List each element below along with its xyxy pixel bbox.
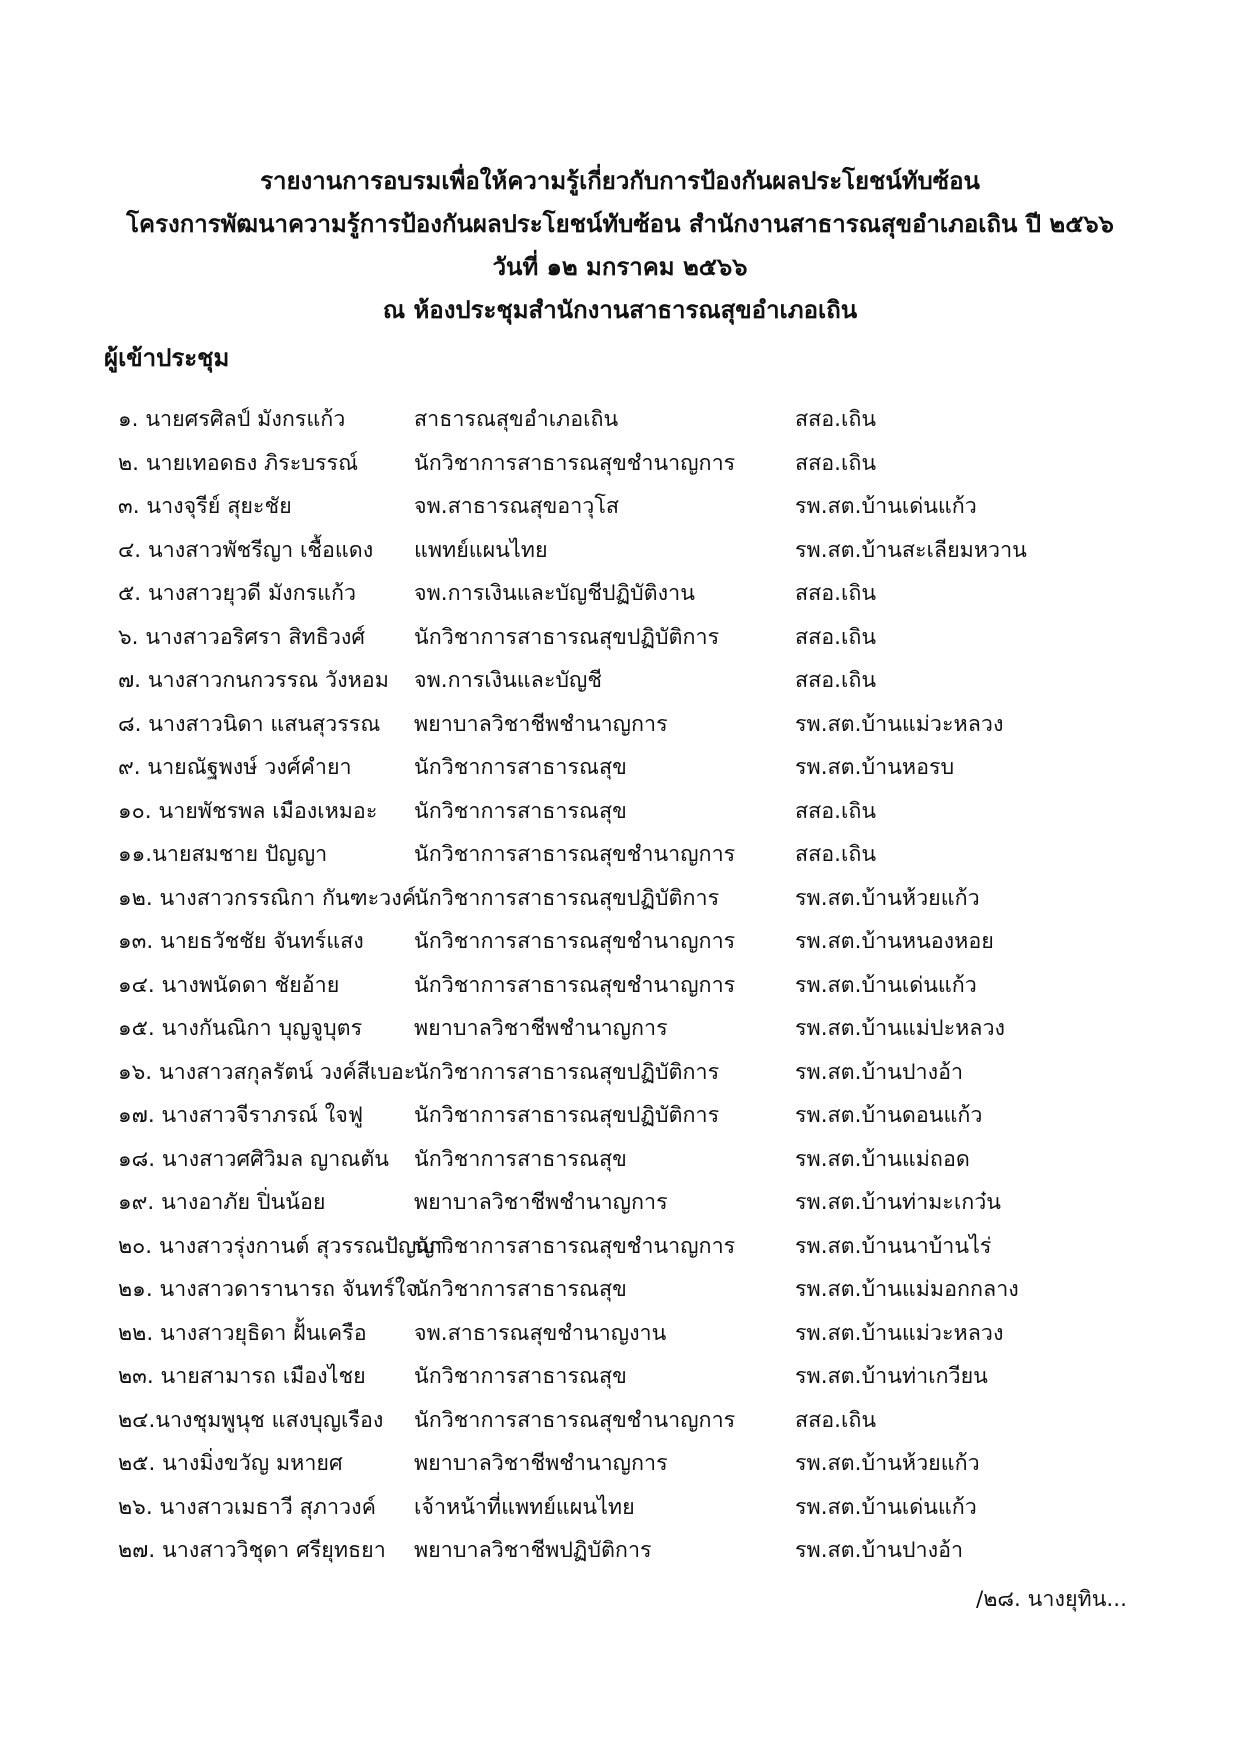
participant-name: ๔. นางสาวพัชรีญา เชื้อแดง: [118, 537, 374, 563]
participant-organization: รพ.สต.บ้านหอรบ: [795, 755, 955, 780]
participant-organization: รพ.สต.บ้านท่าเกวียน: [795, 1364, 988, 1389]
participant-name: ๑๗. นางสาวจีราภรณ์ ใจฟู: [118, 1103, 364, 1128]
participant-row: [0, 1312, 1240, 1356]
continuation-note: /๒๘. นางยุทิน...: [976, 1587, 1127, 1612]
participant-row: [0, 833, 1240, 877]
participant-name: ๗. นางสาวกนกวรรณ วังหอม: [118, 668, 389, 693]
participant-name: ๕. นางสาวยุวดี มังกรแก้ว: [118, 581, 357, 606]
participant-name: ๖. นางสาวอริศรา สิทธิวงศ์: [118, 624, 366, 650]
participant-organization: สสอ.เถิน: [795, 668, 877, 693]
participant-position: นักวิชาการสาธารณสุขชำนาญการ: [414, 929, 736, 954]
participant-name: ๑. นายศรศิลป์ มังกรแก้ว: [118, 407, 346, 432]
participant-row: [0, 964, 1240, 1008]
participant-position: นักวิชาการสาธารณสุขชำนาญการ: [414, 450, 736, 476]
participant-position: พยาบาลวิชาชีพชำนาญการ: [414, 1190, 668, 1215]
participant-name: ๑๔. นางพนัดดา ชัยอ้าย: [118, 972, 340, 998]
participant-name: ๒๖. นางสาวเมธาวี สุภาวงค์: [118, 1494, 376, 1520]
participant-row: [0, 485, 1240, 529]
participant-name: ๒๔.นางชุมพูนุช แสงบุญเรือง: [118, 1407, 384, 1433]
section-title-attendees: ผู้เข้าประชุม: [104, 344, 230, 372]
participant-position: จพ.การเงินและบัญชี: [414, 668, 602, 693]
participant-name: ๓. นางจุรีย์ สุยะชัย: [118, 494, 292, 519]
participant-organization: สสอ.เถิน: [795, 407, 877, 432]
participant-row: [0, 790, 1240, 834]
participant-row: [0, 1442, 1240, 1486]
participant-position: นักวิชาการสาธารณสุข: [414, 798, 627, 824]
participant-name: ๒๑. นางสาวดารานารถ จันทร์ใจ: [118, 1277, 418, 1302]
participant-row: [0, 659, 1240, 703]
participant-organization: รพ.สต.บ้านปางอ้า: [795, 1059, 964, 1085]
participant-position: จพ.การเงินและบัญชีปฏิบัติงาน: [414, 581, 695, 606]
participant-position: จพ.สาธารณสุขอาวุโส: [414, 494, 620, 519]
participant-row: [0, 1529, 1240, 1573]
participant-organization: รพ.สต.บ้านดอนแก้ว: [795, 1103, 983, 1128]
participant-organization: สสอ.เถิน: [795, 798, 877, 824]
header-date: วันที่ ๑๒ มกราคม ๒๕๖๖: [492, 253, 748, 281]
participant-position: นักวิชาการสาธารณสุข: [414, 1364, 627, 1389]
participant-organization: สสอ.เถิน: [795, 1407, 877, 1433]
participant-name: ๒๒. นางสาวยุธิดา ฝั้นเครือ: [118, 1320, 367, 1346]
participant-organization: รพ.สต.บ้านสะเลียมหวาน: [795, 537, 1027, 563]
participant-position: สาธารณสุขอำเภอเถิน: [414, 407, 619, 432]
participant-name: ๙. นายณัฐพงษ์ วงศ์คำยา: [118, 755, 352, 780]
participant-name: ๒๓. นายสามารถ เมืองไชย: [118, 1364, 366, 1389]
participant-organization: สสอ.เถิน: [795, 450, 877, 476]
participant-row: [0, 703, 1240, 747]
participant-row: [0, 1094, 1240, 1138]
participant-name: ๒๕. นางมิ่งขวัญ มหายศ: [118, 1451, 343, 1476]
participant-organization: รพ.สต.บ้านท่ามะเกว๋น: [795, 1190, 1001, 1215]
participant-organization: รพ.สต.บ้านห้วยแก้ว: [795, 885, 980, 911]
participant-name: ๒๗. นางสาววิชุดา ศรียุทธยา: [118, 1538, 386, 1563]
participant-name: ๑๓. นายธวัชชัย จันทร์แสง: [118, 929, 364, 954]
participant-organization: รพ.สต.บ้านแม่วะหลวง: [795, 711, 1004, 737]
participant-position: นักวิชาการสาธารณสุขปฏิบัติการ: [414, 1103, 720, 1128]
participant-row: [0, 1486, 1240, 1530]
participant-position: พยาบาลวิชาชีพชำนาญการ: [414, 1451, 668, 1476]
participant-name: ๒๐. นางสาวรุ่งกานต์ สุวรรณปัญญา: [118, 1233, 447, 1259]
participant-name: ๑๖. นางสาวสกุลรัตน์ วงค์สีเบอะ: [118, 1059, 416, 1085]
participant-position: นักวิชาการสาธารณสุขชำนาญการ: [414, 972, 736, 998]
participant-name: ๑๑.นายสมชาย ปัญญา: [118, 842, 328, 867]
participant-name: ๒. นายเทอดธง ภิระบรรณ์: [118, 450, 359, 476]
participant-position: นักวิชาการสาธารณสุขปฏิบัติการ: [414, 624, 720, 650]
participant-position: เจ้าหน้าที่แพทย์แผนไทย: [414, 1494, 635, 1520]
participant-row: [0, 1007, 1240, 1051]
participant-name: ๑๒. นางสาวกรรณิกา กันฑะวงค์: [118, 885, 417, 911]
participant-name: ๑๙. นางอาภัย ปิ่นน้อย: [118, 1190, 326, 1215]
participant-organization: รพ.สต.บ้านห้วยแก้ว: [795, 1451, 980, 1476]
participant-organization: รพ.สต.บ้านเด่นแก้ว: [795, 972, 977, 998]
participant-position: นักวิชาการสาธารณสุข: [414, 1146, 627, 1172]
participant-name: ๘. นางสาวนิดา แสนสุวรรณ: [118, 711, 381, 737]
participant-name: ๑๕. นางกันณิกา บุญจูบุตร: [118, 1016, 363, 1041]
participant-position: พยาบาลวิชาชีพปฏิบัติการ: [414, 1538, 652, 1563]
participant-row: [0, 1051, 1240, 1095]
participant-row: [0, 920, 1240, 964]
participant-row: [0, 877, 1240, 921]
participant-position: จพ.สาธารณสุขชำนาญงาน: [414, 1320, 667, 1346]
participant-row: [0, 616, 1240, 660]
participant-name: ๑๘. นางสาวศศิวิมล ญาณตัน: [118, 1146, 389, 1172]
participant-organization: สสอ.เถิน: [795, 624, 877, 650]
participant-row: [0, 442, 1240, 486]
participant-organization: รพ.สต.บ้านนาบ้านไร่: [795, 1233, 992, 1259]
participant-row: [0, 529, 1240, 573]
participant-row: [0, 1138, 1240, 1182]
participant-organization: รพ.สต.บ้านเด่นแก้ว: [795, 1494, 977, 1520]
participant-position: นักวิชาการสาธารณสุขปฏิบัติการ: [414, 885, 720, 911]
participant-name: ๑๐. นายพัชรพล เมืองเหมอะ: [118, 798, 378, 824]
participant-row: [0, 746, 1240, 790]
document-header: [0, 160, 1240, 332]
participant-row: [0, 1355, 1240, 1399]
participant-organization: รพ.สต.บ้านแม่มอกกลาง: [795, 1277, 1019, 1302]
participant-organization: สสอ.เถิน: [795, 842, 877, 867]
participant-organization: สสอ.เถิน: [795, 581, 877, 606]
participant-row: [0, 1268, 1240, 1312]
participant-organization: รพ.สต.บ้านหนองหอย: [795, 929, 994, 954]
participant-row: [0, 1399, 1240, 1443]
participant-position: นักวิชาการสาธารณสุข: [414, 755, 627, 780]
participant-organization: รพ.สต.บ้านปางอ้า: [795, 1538, 964, 1563]
participant-position: นักวิชาการสาธารณสุข: [414, 1277, 627, 1302]
participant-position: พยาบาลวิชาชีพชำนาญการ: [414, 711, 668, 737]
participant-position: นักวิชาการสาธารณสุขชำนาญการ: [414, 842, 736, 867]
header-title: รายงานการอบรมเพื่อให้ความรู้เกี่ยวกับการป้องกันผลประโยชน์ทับซ้อน: [260, 167, 980, 195]
participant-position: นักวิชาการสาธารณสุขชำนาญการ: [414, 1407, 736, 1433]
participant-organization: รพ.สต.บ้านเด่นแก้ว: [795, 494, 977, 519]
participant-list: [0, 398, 1240, 1573]
participant-position: พยาบาลวิชาชีพชำนาญการ: [414, 1016, 668, 1041]
participant-organization: รพ.สต.บ้านแม่วะหลวง: [795, 1320, 1004, 1346]
participant-row: [0, 398, 1240, 442]
participant-position: นักวิชาการสาธารณสุขปฏิบัติการ: [414, 1059, 720, 1085]
header-project: โครงการพัฒนาความรู้การป้องกันผลประโยชน์ทับซ้อน สำนักงานสาธารณสุขอำเภอเถิน ปี ๒๕๖๖: [126, 210, 1114, 238]
header-venue: ณ ห้องประชุมสำนักงานสาธารณสุขอำเภอเถิน: [382, 296, 858, 324]
participant-organization: รพ.สต.บ้านแม่ถอด: [795, 1146, 970, 1172]
participant-position: แพทย์แผนไทย: [414, 537, 548, 563]
participant-position: นักวิชาการสาธารณสุขชำนาญการ: [414, 1233, 736, 1259]
participant-row: [0, 572, 1240, 616]
participant-organization: รพ.สต.บ้านแม่ปะหลวง: [795, 1016, 1006, 1041]
participant-row: [0, 1181, 1240, 1225]
participant-row: [0, 1225, 1240, 1269]
